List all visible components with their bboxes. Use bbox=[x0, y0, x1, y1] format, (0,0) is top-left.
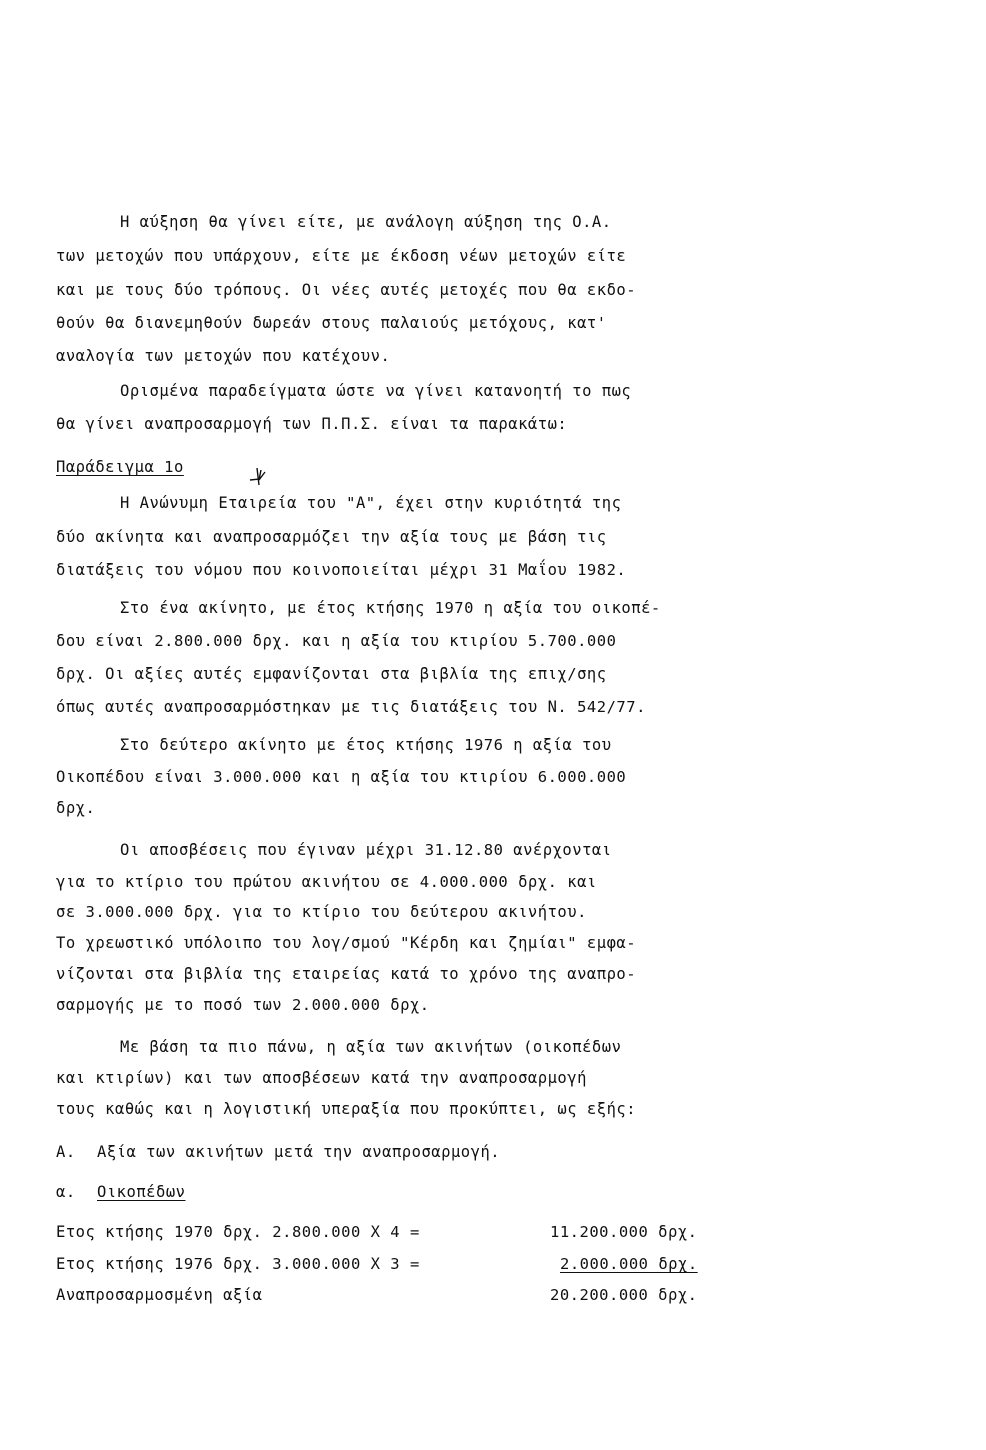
p5-line-2: Οικοπέδου είναι 3.000.000 και η αξία του κτιρίου 6.000.000 bbox=[56, 768, 627, 786]
p7-line-1: Με βάση τα πιο πάνω, η αξία των ακινήτων (οικοπέδων bbox=[120, 1038, 622, 1056]
table-row-3-left: Αναπροσαρμοσμένη αξία bbox=[56, 1286, 263, 1304]
table-row-2-right: 2.000.000 δρχ. bbox=[560, 1255, 698, 1273]
p6-line-3: σε 3.000.000 δρχ. για το κτίριο του δεύτερου ακινήτου. bbox=[56, 903, 587, 921]
p3-line-2: δύο ακίνητα και αναπροσαρμόζει την αξία τους με βάση τις bbox=[56, 528, 607, 546]
p1-line-4: θούν θα διανεμηθούν δωρεάν στους παλαιούς μετόχους, κατ' bbox=[56, 314, 607, 332]
table-row-2-left: Ετος κτήσης 1976 δρχ. 3.000.000 Χ 3 = bbox=[56, 1255, 420, 1273]
p6-line-6: σαρμογής με το ποσό των 2.000.000 δρχ. bbox=[56, 996, 430, 1014]
p6-line-1: Οι αποσβέσεις που έγιναν μέχρι 31.12.80 ανέρχονται bbox=[120, 841, 612, 859]
p5-line-1: Στο δεύτερο ακίνητο με έτος κτήσης 1976 η αξία του bbox=[120, 736, 612, 754]
section-a-title: Αξία των ακινήτων μετά την αναπροσαρμογή. bbox=[97, 1143, 501, 1161]
subsection-a-label: α. bbox=[56, 1183, 76, 1201]
p2-line-2: θα γίνει αναπροσαρμογή των Π.Π.Σ. είναι τα παρακάτω: bbox=[56, 415, 568, 433]
p6-line-5: νίζονται στα βιβλία της εταιρείας κατά το χρόνο της αναπρο- bbox=[56, 965, 637, 983]
table-row-3-right: 20.200.000 δρχ. bbox=[550, 1286, 698, 1304]
p1-line-3: και με τους δύο τρόπους. Οι νέες αυτές μετοχές που θα εκδο- bbox=[56, 281, 637, 299]
section-a-label: Α. bbox=[56, 1143, 76, 1161]
p4-line-4: όπως αυτές αναπροσαρμόστηκαν με τις διατάξεις του Ν. 542/77. bbox=[56, 698, 646, 716]
p5-line-3: δρχ. bbox=[56, 799, 96, 817]
p1-line-1: Η αύξηση θα γίνει είτε, με ανάλογη αύξηση της Ο.Α. bbox=[120, 213, 612, 231]
handwritten-mark-icon bbox=[248, 466, 270, 486]
p6-line-2: για το κτίριο του πρώτου ακινήτου σε 4.000.000 δρχ. και bbox=[56, 873, 597, 891]
p4-line-1: Στο ένα ακίνητο, με έτος κτήσης 1970 η αξία του οικοπέ- bbox=[120, 599, 661, 617]
p7-line-3: τους καθώς και η λογιστική υπεραξία που προκύπτει, ως εξής: bbox=[56, 1100, 637, 1118]
p1-line-5: αναλογία των μετοχών που κατέχουν. bbox=[56, 347, 391, 365]
p3-line-1: Η Ανώνυμη Εταιρεία του "Α", έχει στην κυριότητά της bbox=[120, 494, 622, 512]
p4-line-3: δρχ. Οι αξίες αυτές εμφανίζονται στα βιβλία της επιχ/σης bbox=[56, 665, 607, 683]
p7-line-2: και κτιρίων) και των αποσβέσεων κατά την αναπροσαρμογή bbox=[56, 1069, 587, 1087]
subsection-a-title: Οικοπέδων bbox=[97, 1183, 186, 1201]
example-heading: Παράδειγμα 1ο bbox=[56, 458, 184, 476]
p4-line-2: δου είναι 2.800.000 δρχ. και η αξία του κτιρίου 5.700.000 bbox=[56, 632, 617, 650]
table-row-1-left: Ετος κτήσης 1970 δρχ. 2.800.000 Χ 4 = bbox=[56, 1223, 420, 1241]
p2-line-1: Ορισμένα παραδείγματα ώστε να γίνει κατανοητή το πως bbox=[120, 382, 632, 400]
table-row-1-right: 11.200.000 δρχ. bbox=[550, 1223, 698, 1241]
p1-line-2: των μετοχών που υπάρχουν, είτε με έκδοση νέων μετοχών είτε bbox=[56, 247, 627, 265]
p3-line-3: διατάξεις του νόμου που κοινοποιείται μέχρι 31 Μαΐου 1982. bbox=[56, 561, 627, 579]
p6-line-4: Το χρεωστικό υπόλοιπο του λογ/σμού "Κέρδη και ζημίαι" εμφα- bbox=[56, 934, 637, 952]
